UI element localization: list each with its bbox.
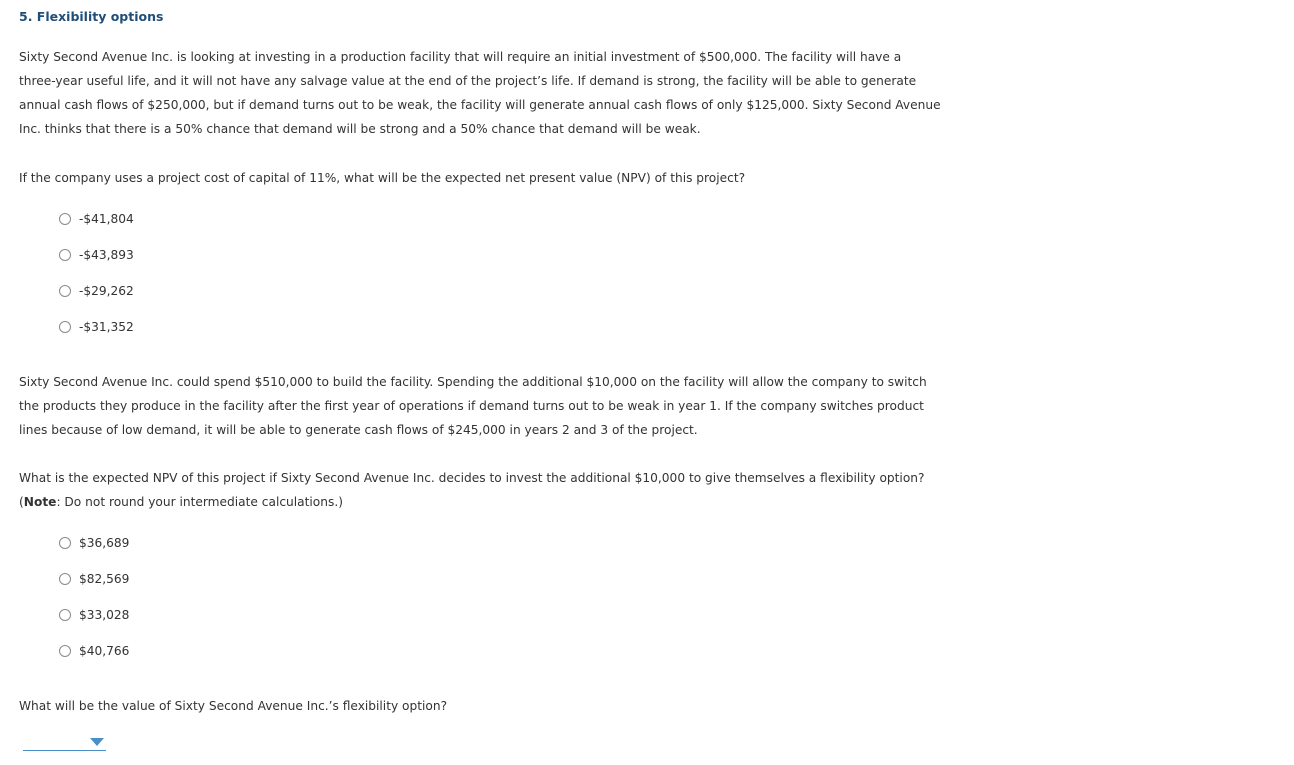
radio-button-icon[interactable]	[59, 537, 71, 549]
q1-scenario-line: Sixty Second Avenue Inc. is looking at investing in a production facility that will require an initial investment of $500,000. The facility will have a	[19, 50, 902, 64]
flexibility-option-dropdown[interactable]	[23, 733, 106, 751]
q2-option-2[interactable]	[59, 569, 129, 589]
q1-scenario-line: three-year useful life, and it will not have any salvage value at the end of the project’s life. If demand is strong, the facility will be able to generate	[19, 74, 917, 88]
q1-option-1[interactable]	[59, 209, 134, 229]
q2-option-label: $40,766	[79, 644, 130, 658]
q2-question-text: What is the expected NPV of this project if Sixty Second Avenue Inc. decides to invest the additional $10,000 to give themselves a flexibility option?	[19, 471, 925, 485]
q1-option-label: -$31,352	[79, 320, 134, 334]
q1-option-2[interactable]	[59, 245, 134, 265]
q1-option-3[interactable]	[59, 281, 134, 301]
radio-button-icon[interactable]	[59, 249, 71, 261]
q2-question	[19, 466, 949, 514]
radio-button-icon[interactable]	[59, 321, 71, 333]
q2-option-label: $82,569	[79, 572, 130, 586]
q2-scenario-paragraph	[19, 370, 949, 442]
q2-option-label: $36,689	[79, 536, 130, 550]
q2-scenario-line: lines because of low demand, it will be able to generate cash flows of $245,000 in years 2 and 3 of the project.	[19, 423, 698, 437]
q1-scenario-line: Inc. thinks that there is a 50% chance that demand will be strong and a 50% chance that demand will be weak.	[19, 122, 701, 136]
q2-option-4[interactable]	[59, 641, 129, 661]
q1-option-4[interactable]	[59, 317, 134, 337]
q3-question-text: What will be the value of Sixty Second Avenue Inc.’s flexibility option?	[19, 699, 448, 713]
q2-option-1[interactable]	[59, 533, 129, 553]
radio-button-icon[interactable]	[59, 573, 71, 585]
q1-scenario-line: annual cash flows of $250,000, but if demand turns out to be weak, the facility will generate annual cash flows of only $125,000. Sixty Second Avenue	[19, 98, 941, 112]
radio-button-icon[interactable]	[59, 609, 71, 621]
q2-scenario-line: Sixty Second Avenue Inc. could spend $510,000 to build the facility. Spending the additional $10,000 on the facility will allow the company to switch	[19, 375, 927, 389]
q1-option-label: -$29,262	[79, 284, 134, 298]
q2-note-open: (	[19, 495, 24, 509]
radio-button-icon[interactable]	[59, 645, 71, 657]
q2-note-text: : Do not round your intermediate calculations.)	[56, 495, 343, 509]
section-title: 5. Flexibility options	[19, 9, 164, 24]
q2-note-label: Note	[23, 495, 57, 509]
radio-button-icon[interactable]	[59, 213, 71, 225]
q3-question	[19, 694, 949, 718]
q1-option-label: -$41,804	[79, 212, 134, 226]
radio-button-icon[interactable]	[59, 285, 71, 297]
chevron-down-icon[interactable]	[90, 738, 104, 746]
q2-scenario-line: the products they produce in the facility after the first year of operations if demand turns out to be weak in year 1. If the company switches product	[19, 399, 924, 413]
q1-scenario-paragraph	[19, 45, 949, 141]
q1-question-text: If the company uses a project cost of capital of 11%, what will be the expected net present value (NPV) of this project?	[19, 171, 746, 185]
q2-option-label: $33,028	[79, 608, 130, 622]
q1-option-label: -$43,893	[79, 248, 134, 262]
q2-note	[19, 490, 949, 514]
q2-option-3[interactable]	[59, 605, 129, 625]
q1-question	[19, 166, 949, 190]
